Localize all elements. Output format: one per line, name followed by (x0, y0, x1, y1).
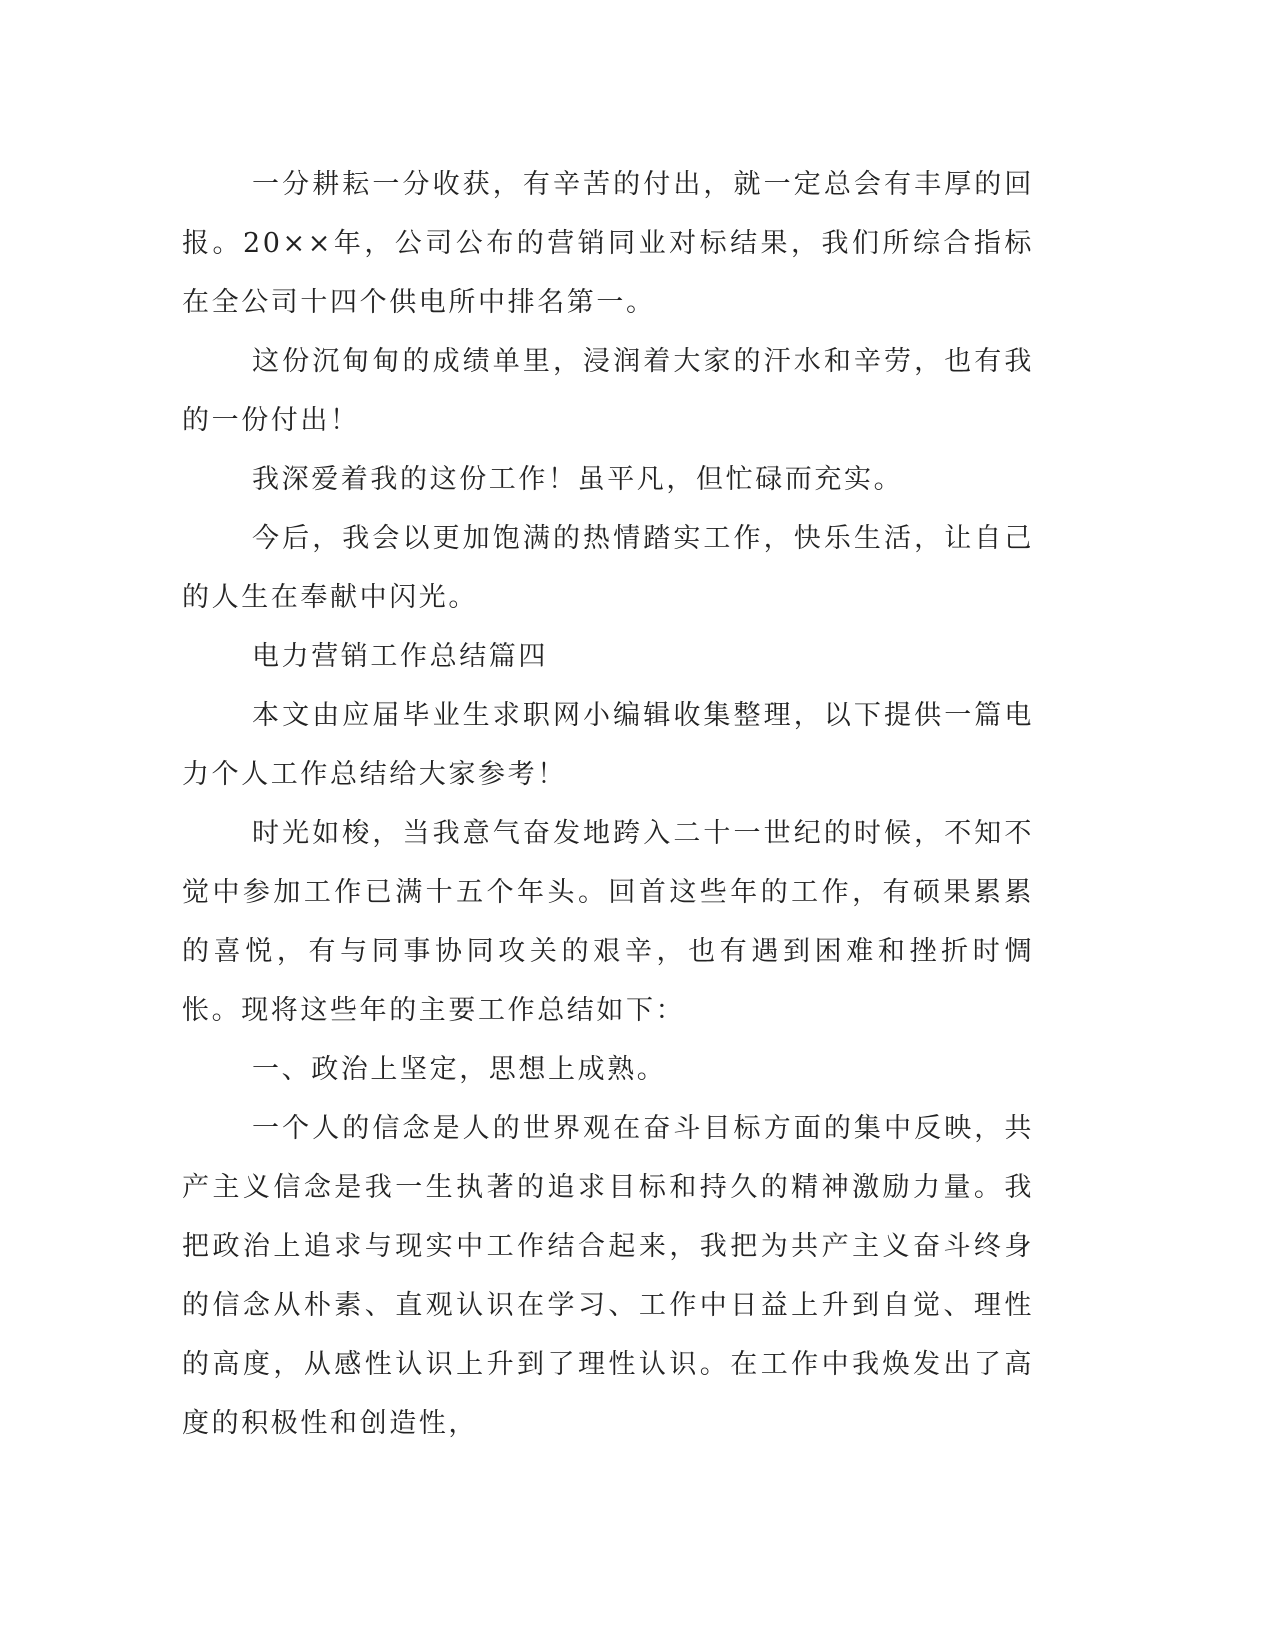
paragraph-source-note: 本文由应届毕业生求职网小编辑收集整理，以下提供一篇电力个人工作总结给大家参考！ (182, 700, 1034, 790)
paragraph-love-work: 我深爱着我的这份工作！虽平凡，但忙碌而充实。 (252, 464, 904, 495)
paragraph-belief: 一个人的信念是人的世界观在奋斗目标方面的集中反映，共产主义信念是我一生执著的追求目标和持久的精神激励力量。我把政治上追求与现实中工作结合起来，我把为共产主义奋斗终身的信念从朴素、直观认识在学习、工作中日益上升到自觉、理性的高度，从感性认识上升到了理性认识。在工作中我焕发出了高度的积极性和创造性， (182, 1113, 1034, 1439)
subheading-political: 一、政治上坚定，思想上成熟。 (252, 1054, 667, 1085)
paragraph-time-flies: 时光如梭，当我意气奋发地跨入二十一世纪的时候，不知不觉中参加工作已满十五个年头。回首这些年的工作，有硕果累累的喜悦，有与同事协同攻关的艰辛，也有遇到困难和挫折时惆怅。现将这些年的主要工作总结如下： (182, 818, 1034, 1026)
paragraph-harvest: 一分耕耘一分收获，有辛苦的付出，就一定总会有丰厚的回报。20××年，公司公布的营销同业对标结果，我们所综合指标在全公司十四个供电所中排名第一。 (182, 169, 1034, 318)
paragraph-future: 今后，我会以更加饱满的热情踏实工作，快乐生活，让自己的人生在奉献中闪光。 (182, 523, 1034, 613)
paragraph-report-card: 这份沉甸甸的成绩单里，浸润着大家的汗水和辛劳，也有我的一份付出！ (182, 346, 1034, 436)
document-body (182, 155, 1034, 1453)
section-heading: 电力营销工作总结篇四 (252, 641, 548, 672)
